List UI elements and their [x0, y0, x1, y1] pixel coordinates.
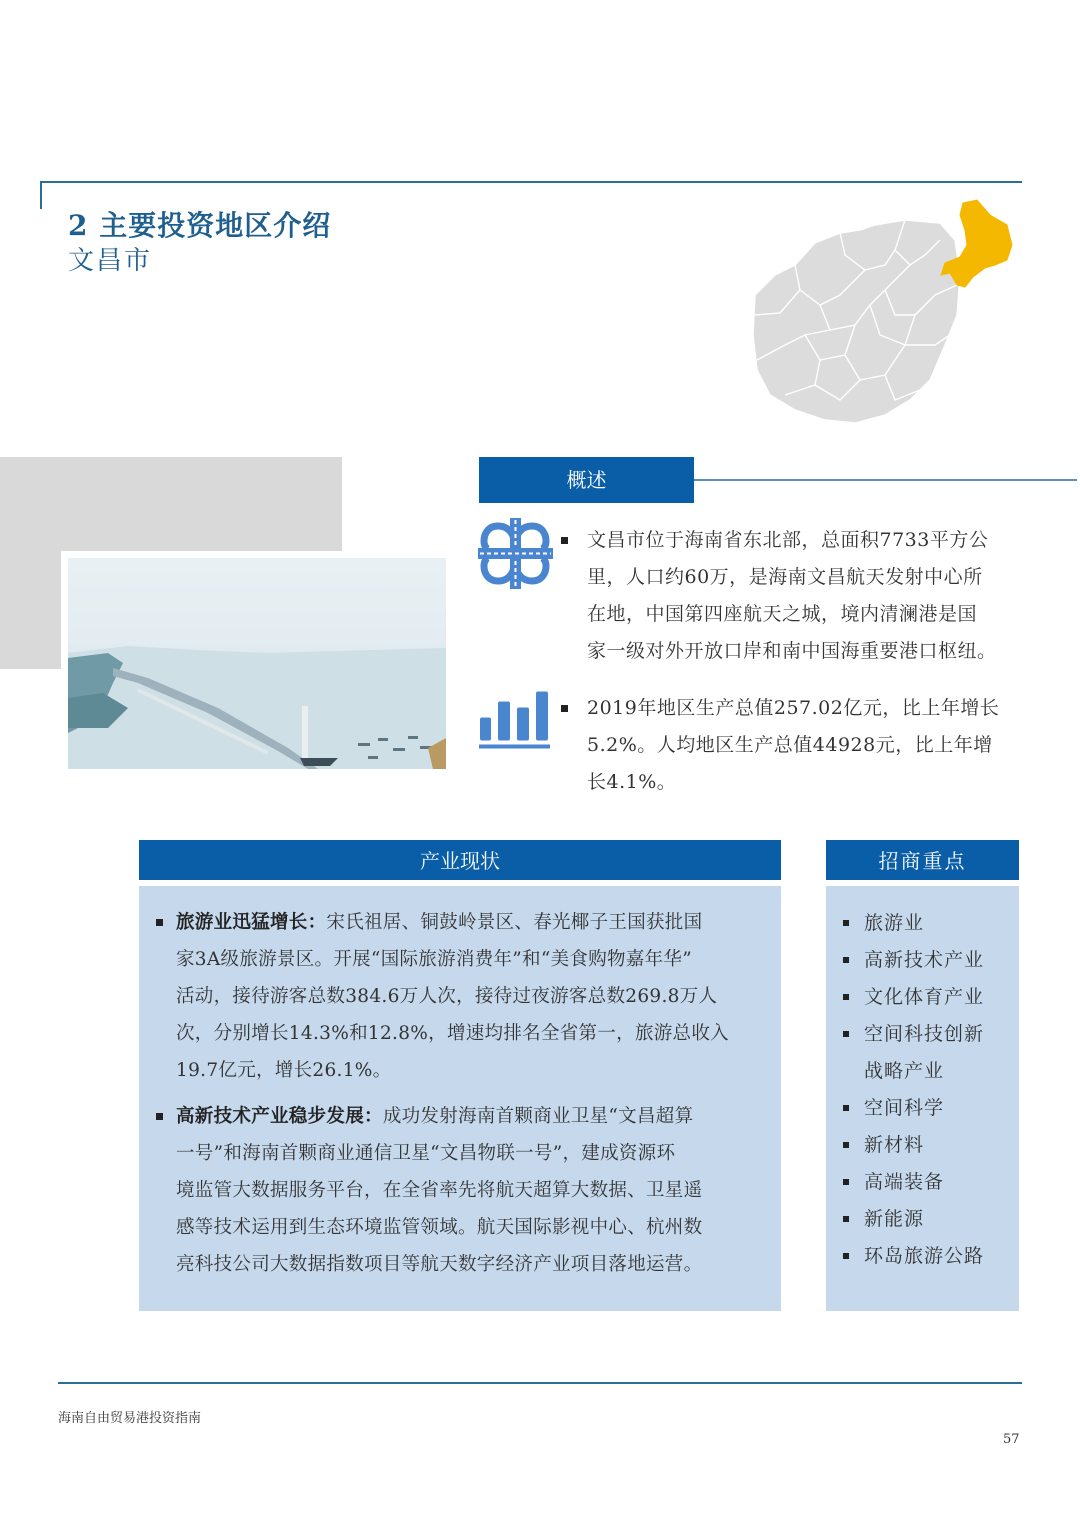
- overview-header-rule: [694, 479, 1077, 481]
- overview-paragraph-1: [587, 522, 1027, 670]
- text-line: 文昌市位于海南省东北部，总面积7733平方公: [587, 529, 989, 551]
- top-rule: [40, 181, 1022, 183]
- list-item: 新能源: [841, 1201, 1014, 1238]
- investment-focus-list: [841, 905, 1014, 1275]
- text-line: 成功发射海南首颗商业卫星“文昌超算: [382, 1106, 694, 1127]
- overview-paragraph-2: [587, 690, 1027, 801]
- overview-header: 概述: [479, 457, 694, 503]
- bullet-marker: [561, 705, 568, 712]
- hainan-map: [745, 195, 1025, 430]
- bullet-marker: [156, 919, 163, 926]
- list-item: 文化体育产业: [841, 979, 1014, 1016]
- industry-item-heading: 高新技术产业稳步发展：: [176, 1106, 383, 1127]
- text-line: 次，分别增长14.3%和12.8%，增速均排名全省第一，旅游总收入: [176, 1023, 729, 1044]
- footer-publication-title: 海南自由贸易港投资指南: [58, 1411, 202, 1426]
- text-line: 活动，接待游客总数384.6万人次，接待过夜游客总数269.8万人: [176, 986, 718, 1007]
- bridge-aerial-photo: [68, 558, 446, 769]
- text-line: 长4.1%。: [587, 771, 677, 793]
- text-line: 5.2%。人均地区生产总值44928元，比上年增: [587, 734, 993, 756]
- text-line: 家一级对外开放口岸和南中国海重要港口枢纽。: [587, 640, 997, 662]
- section-title: 2 主要投资地区介绍: [68, 209, 332, 242]
- text-line: 境监管大数据服务平台，在全省率先将航天超算大数据、卫星遥: [176, 1180, 703, 1201]
- bar-chart-icon: [478, 683, 553, 758]
- list-item: 环岛旅游公路: [841, 1238, 1014, 1275]
- text-line: 在地，中国第四座航天之城，境内清澜港是国: [587, 603, 978, 625]
- text-line: 亮科技公司大数据指数项目等航天数字经济产业项目落地运营。: [176, 1254, 703, 1275]
- industry-status-panel: [139, 886, 781, 1311]
- industry-status-header: 产业现状: [139, 840, 781, 880]
- city-title: 文昌市: [68, 246, 153, 276]
- interchange-road-icon: [478, 516, 553, 591]
- list-item: 高端装备: [841, 1164, 1014, 1201]
- list-item: 旅游业: [841, 905, 1014, 942]
- investment-focus-panel: [826, 886, 1019, 1311]
- industry-item-hightech: [176, 1098, 772, 1283]
- list-item: 空间科技创新战略产业: [841, 1016, 989, 1090]
- list-item: 新材料: [841, 1127, 1014, 1164]
- text-line: 19.7亿元，增长26.1%。: [176, 1060, 392, 1081]
- list-item: 高新技术产业: [841, 942, 1014, 979]
- text-line: 一号”和海南首颗商业通信卫星“文昌物联一号”，建成资源环: [176, 1143, 676, 1164]
- list-item: 空间科学: [841, 1090, 1014, 1127]
- bullet-marker: [561, 537, 568, 544]
- top-rule-tick: [40, 181, 42, 209]
- page-number: 57: [1003, 1432, 1020, 1447]
- text-line: 里，人口约60万，是海南文昌航天发射中心所: [587, 566, 983, 588]
- text-line: 家3A级旅游景区。开展“国际旅游消费年”和“美食购物嘉年华”: [176, 949, 692, 970]
- investment-focus-header: 招商重点: [826, 840, 1019, 880]
- industry-item-tourism: [176, 904, 772, 1089]
- bullet-marker: [156, 1113, 163, 1120]
- industry-item-heading: 旅游业迅猛增长：: [176, 912, 327, 933]
- text-line: 宋氏祖居、铜鼓岭景区、春光椰子王国获批国: [326, 912, 703, 933]
- text-line: 感等技术运用到生态环境监管领域。航天国际影视中心、杭州数: [176, 1217, 703, 1238]
- footer-rule: [58, 1382, 1022, 1384]
- text-line: 2019年地区生产总值257.02亿元，比上年增长: [587, 697, 1000, 719]
